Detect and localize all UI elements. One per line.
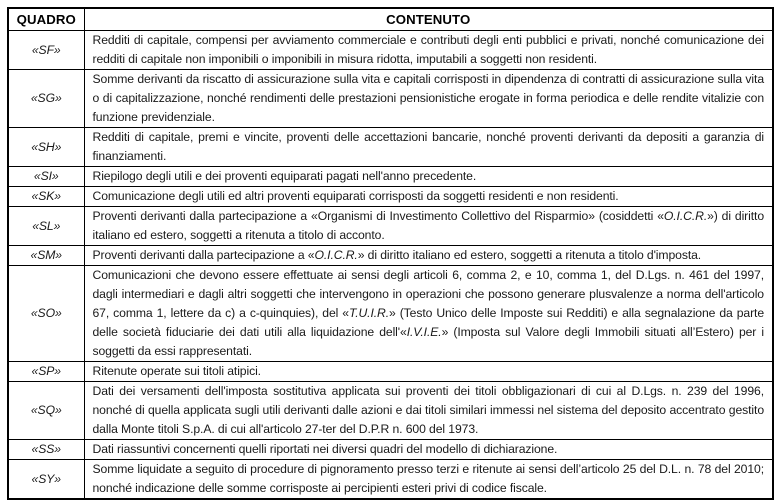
quadri-contenuto-table: [7, 7, 774, 500]
column-header-contenuto: CONTENUTO: [84, 8, 773, 31]
quadro-code-cell: «SY»: [8, 460, 84, 500]
column-header-quadro: QUADRO: [8, 8, 84, 31]
italic-abbreviation: O.I.C.R.: [663, 209, 708, 223]
table-row: [8, 128, 773, 167]
table-row: [8, 31, 773, 70]
contenuto-cell: Proventi derivanti dalla partecipazione a «Organismi di Investimento Collettivo del Risparmio» (cosiddetti «O.I.C.R.») di diritto italiano ed estero, soggetti a ritenuta a titolo di acconto.: [84, 207, 773, 246]
table-row: [8, 187, 773, 207]
italic-abbreviation: O.I.C.R.: [314, 248, 358, 262]
quadro-code-cell: «SK»: [8, 187, 84, 207]
contenuto-cell: Riepilogo degli utili e dei proventi equiparati pagati nell'anno precedente.: [84, 167, 773, 187]
quadro-code-cell: «SS»: [8, 440, 84, 460]
table-row: [8, 266, 773, 362]
table-row: [8, 246, 773, 266]
contenuto-cell: Dati riassuntivi concernenti quelli riportati nei diversi quadri del modello di dichiarazione.: [84, 440, 773, 460]
quadro-code-cell: «SF»: [8, 31, 84, 70]
contenuto-cell: Proventi derivanti dalla partecipazione a «O.I.C.R.» di diritto italiano ed estero, soggetti a ritenuta a titolo d'imposta.: [84, 246, 773, 266]
contenuto-cell: Redditi di capitale, compensi per avviamento commerciale e contributi degli enti pubblici e privati, nonché comunicazione dei redditi di capitale non imponibili o imponibili in misura ridotta, imputabili a soggetti non residenti.: [84, 31, 773, 70]
contenuto-cell: Ritenute operate sui titoli atipici.: [84, 362, 773, 382]
quadro-code-cell: «SG»: [8, 70, 84, 128]
contenuto-cell: Somme liquidate a seguito di procedure di pignoramento presso terzi e ritenute ai sensi dell’articolo 25 del D.L. n. 78 del 2010; nonché indicazione delle somme corrisposte ai percipienti esteri privi di codice fiscale.: [84, 460, 773, 500]
table-body: [8, 31, 773, 500]
italic-abbreviation: T.U.I.R.: [348, 306, 390, 320]
italic-abbreviation: I.V.I.E.: [406, 325, 442, 339]
table-row: [8, 382, 773, 440]
contenuto-cell: Dati dei versamenti dell'imposta sostitutiva applicata sui proventi dei titoli obbligazionari di cui al D.Lgs. n. 239 del 1996, nonché di quella applicata sugli utili derivanti dalle azioni e dai titoli similari immessi nel sistema del deposito accentrato gestito dalla Monte titoli S.p.A. di cui all'articolo 27-ter del D.P.R n. 600 del 1973.: [84, 382, 773, 440]
quadro-code-cell: «SP»: [8, 362, 84, 382]
table-row: [8, 362, 773, 382]
contenuto-cell: Somme derivanti da riscatto di assicurazione sulla vita e capitali corrisposti in dipendenza di contratti di assicurazione sulla vita o di capitalizzazione, nonché rendimenti delle prestazioni pensionistiche erogate in forma periodica e delle rendite vitalizie con funzione previdenziale.: [84, 70, 773, 128]
contenuto-cell: Comunicazioni che devono essere effettuate ai sensi degli articoli 6, comma 2, e 10, comma 1, del D.Lgs. n. 461 del 1997, dagli intermediari e dagli altri soggetti che intervengono in operazioni che possono generare plusvalenze a norma dell'articolo 67, comma 1, lettere da c) a c-quinquies), del «T.U.I.R.» (Testo Unico delle Imposte sui Redditi) e alla segnalazione da parte delle società fiduciarie dei dati utili alla liquidazione dell'«I.V.I.E.» (Imposta sul Valore degli Immobili situati all’Estero) per i soggetti da essi rappresentati.: [84, 266, 773, 362]
table-row: [8, 460, 773, 500]
quadro-code-cell: «SO»: [8, 266, 84, 362]
quadro-code-cell: «SL»: [8, 207, 84, 246]
contenuto-cell: Redditi di capitale, premi e vincite, proventi delle accettazioni bancarie, nonché proventi derivanti da depositi a garanzia di finanziamenti.: [84, 128, 773, 167]
quadro-code-cell: «SQ»: [8, 382, 84, 440]
table-row: [8, 167, 773, 187]
quadro-code-cell: «SI»: [8, 167, 84, 187]
table-row: [8, 440, 773, 460]
header-row: [8, 8, 773, 31]
table-row: [8, 207, 773, 246]
quadro-code-cell: «SM»: [8, 246, 84, 266]
table-row: [8, 70, 773, 128]
contenuto-cell: Comunicazione degli utili ed altri proventi equiparati corrisposti da soggetti residenti e non residenti.: [84, 187, 773, 207]
quadro-code-cell: «SH»: [8, 128, 84, 167]
